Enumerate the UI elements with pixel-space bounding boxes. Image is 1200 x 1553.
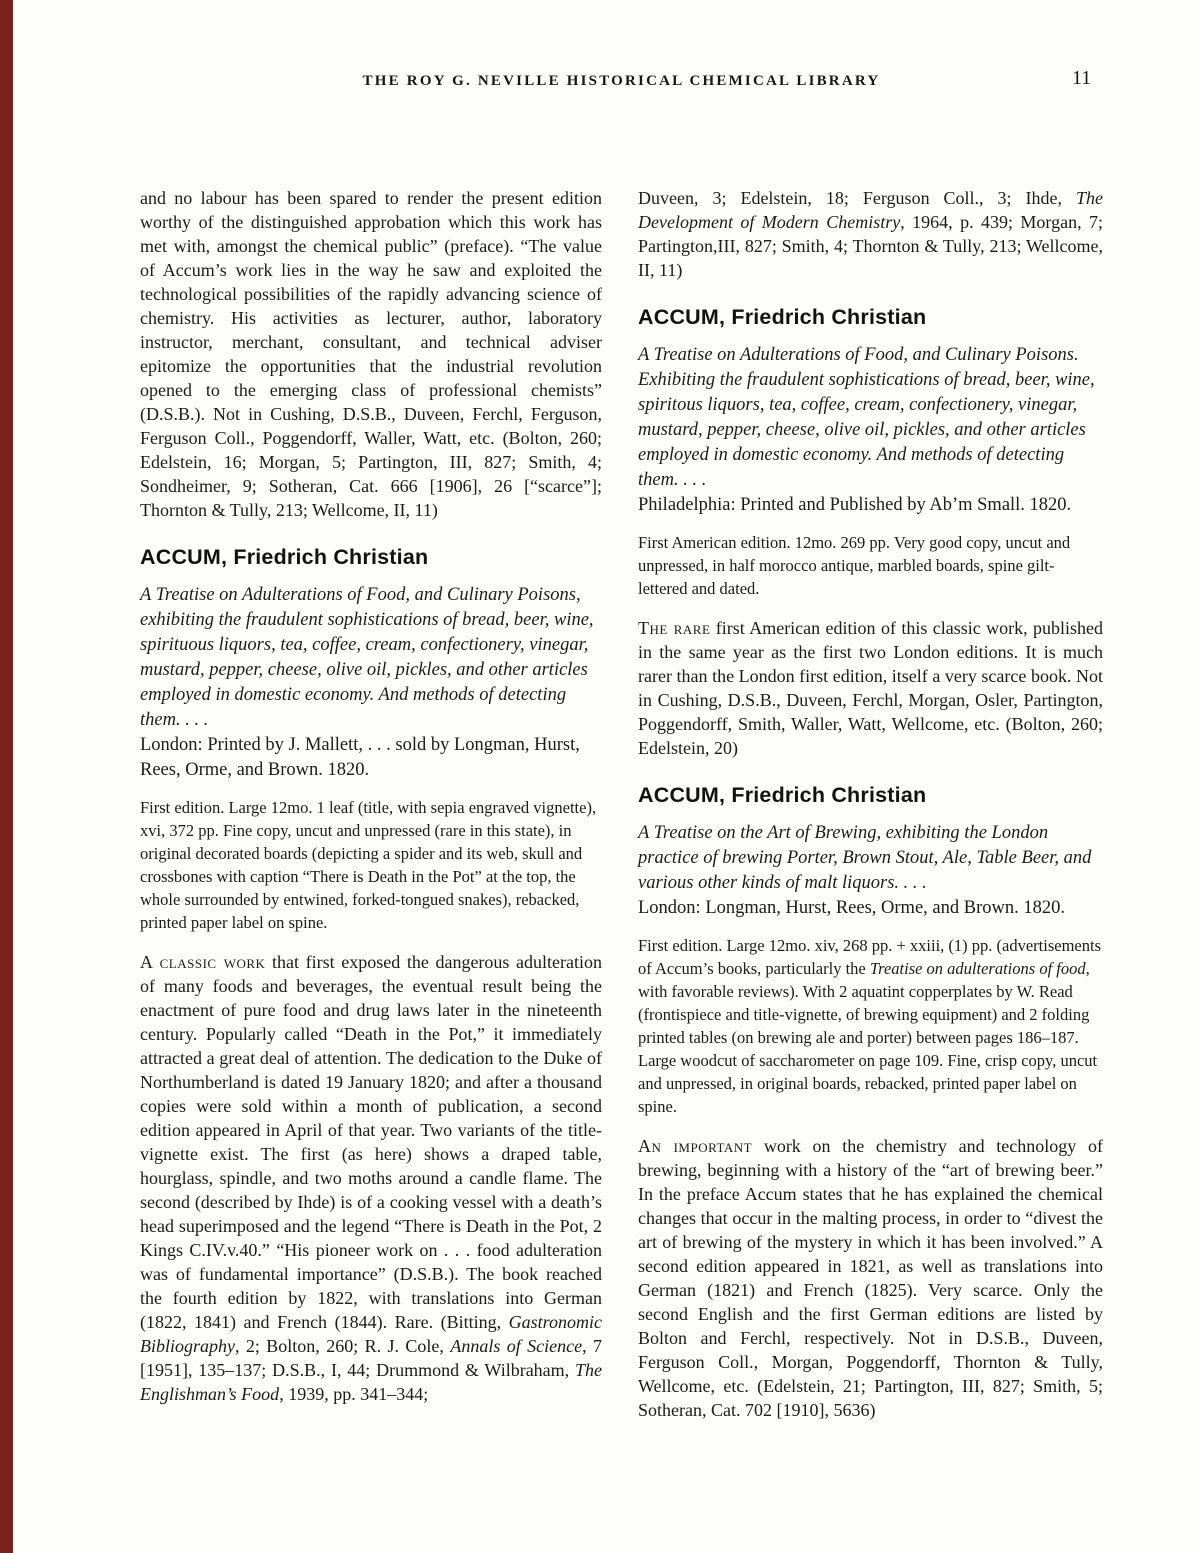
entry-commentary: An important work on the chemistry and technology of brewing, beginning with a history of the “art of brewing beer.” In the preface Accum states that he has explained the chemical changes that occur in the malting process, in order to “divest the art of brewing of the mystery in which it has been involved.” A second edition appeared in 1821, as well as translations into German (1821) and French (1825). Very scarce. Only the second English and the first German editions are listed by Bolton and Ferchl, respectively. Not in D.S.B., Duveen, Ferguson Coll., Morgan, Poggendorff, Thornton & Tully, Wellcome, etc. (Edelstein, 21; Partington, III, 827; Smith, 5; Sotheran, Cat. 702 [1910], 5636) (638, 1136, 1103, 1420)
entry-commentary: A classic work that first exposed the dangerous adulteration of many foods and beverages, the eventual result being the enactment of pure food and drug laws later in the nineteenth century. Popularly called “Death in the Pot,” it immediately attracted a great deal of attention. The dedication to the Duke of Northumberland is dated 19 January 1820; and after a thousand copies were sold within a month of publication, a second edition appeared in April of that year. Two variants of the title-vignette exist. The first (as here) shows a draped table, hourglass, spindle, and two moths around a candle flame. The second (described by Ihde) is of a cooking vessel with a death’s head superimposed and the legend “There is Death in the Pot, 2 Kings C.IV.v.40.” “His pioneer work on . . . food adulteration was of fundamental importance” (D.S.B.). The book reached the fourth edition by 1822, with translations into German (1822, 1841) and French (1844). Rare. (Bitting, Gastronomic Bibliography, 2; Bolton, 260; R. J. Cole, Annals of Science, 7 [1951], 135–137; D.S.B., I, 44; Drummond & Wilbraham, The Englishman’s Food, 1939, pp. 341–344; (140, 952, 603, 1404)
column-right (638, 186, 1103, 1422)
running-header-title: THE ROY G. NEVILLE HISTORICAL CHEMICAL LIBRARY (362, 73, 881, 89)
body-paragraph: Duveen, 3; Edelstein, 18; Ferguson Coll., 3; Ihde, The Development of Modern Chemistry, 1964, p. 439; Morgan, 7; Partington,III, 827; Smith, 4; Thornton & Tully, 213; Wellcome, II, 11) (638, 188, 1103, 280)
entry-heading: ACCUM, Friedrich Christian (638, 305, 927, 329)
running-header (140, 72, 1103, 90)
page-number: 11 (1072, 67, 1092, 89)
entry-imprint: London: Longman, Hurst, Rees, Orme, and Brown. 1820. (638, 898, 1065, 918)
book-edge-strip (0, 0, 13, 1553)
entry-title: A Treatise on Adulterations of Food, and Culinary Poisons. Exhibiting the fraudulent sophistications of bread, beer, wine, spiritous liquors, tea, coffee, cream, confectionery, vinegar, mustard, pepper, cheese, olive oil, pickles, and other articles employed in domestic economy. And methods of detecting them. . . . (638, 345, 1095, 490)
entry-collation: First edition. Large 12mo. 1 leaf (title, with sepia engraved vignette), xvi, 372 pp. Fine copy, uncut and unpressed (rare in this state), in original decorated boards (depicting a spider and its web, skull and crossbones with caption “There is Death in the Pot” at the top, the whole surrounded by entwined, forked-tongued snakes), rebacked, printed paper label on spine. (140, 798, 597, 932)
entry-imprint: London: Printed by J. Mallett, . . . sold by Longman, Hurst, Rees, Orme, and Brown. 1820. (140, 735, 580, 780)
entry-heading: ACCUM, Friedrich Christian (140, 545, 429, 569)
entry-imprint: Philadelphia: Printed and Published by Ab’m Small. 1820. (638, 495, 1072, 515)
entry-heading: ACCUM, Friedrich Christian (638, 783, 927, 807)
two-column-text (140, 186, 1103, 1422)
entry-commentary: The rare first American edition of this classic work, published in the same year as the first two London editions. It is much rarer than the London first edition, itself a very scarce book. Not in Cushing, D.S.B., Duveen, Ferchl, Morgan, Osler, Partington, Poggendorff, Smith, Waller, Watt, Wellcome, etc. (Bolton, 260; Edelstein, 20) (638, 618, 1103, 758)
entry-title: A Treatise on the Art of Brewing, exhibiting the London practice of brewing Porter, Brown Stout, Ale, Table Beer, and various other kinds of malt liquors. . . . (638, 823, 1092, 893)
column-left (140, 186, 602, 1422)
body-paragraph: and no labour has been spared to render the present edition worthy of the distinguished approbation which this work has met with, amongst the chemical public” (preface). “The value of Accum’s work lies in the way he saw and exploited the technological possibilities of the rapidly advancing science of chemistry. His activities as lecturer, author, laboratory instructor, merchant, consultant, and technical adviser epitomize the opportunities that the industrial revolution opened to the emerging class of professional chemists” (D.S.B.). Not in Cushing, D.S.B., Duveen, Ferchl, Ferguson, Ferguson Coll., Poggendorff, Waller, Watt, etc. (Bolton, 260; Edelstein, 16; Morgan, 5; Partington, III, 827; Smith, 4; Sondheimer, 9; Sotheran, Cat. 666 [1906], 26 [“scarce”]; Thornton & Tully, 213; Wellcome, II, 11) (140, 188, 602, 520)
entry-collation: First edition. Large 12mo. xiv, 268 pp. + xxiii, (1) pp. (advertisements of Accum’s books, particularly the Treatise on adulterations of food, with favorable reviews). With 2 aquatint copperplates by W. Read (frontispiece and title-vignette, of brewing equipment) and 2 folding printed tables (on brewing ale and porter) between pages 186–187. Large woodcut of saccharometer on page 109. Fine, crisp copy, uncut and unpressed, in original boards, rebacked, printed paper label on spine. (638, 936, 1101, 1116)
entry-title: A Treatise on Adulterations of Food, and Culinary Poisons, exhibiting the fraudulent sophistications of bread, beer, wine, spirituous liquors, tea, coffee, cream, confectionery, vinegar, mustard, pepper, cheese, olive oil, pickles, and other articles employed in domestic economy. And methods of detecting them. . . . (140, 585, 594, 730)
entry-collation: First American edition. 12mo. 269 pp. Very good copy, uncut and unpressed, in half morocco antique, marbled boards, spine gilt-lettered and dated. (638, 533, 1071, 598)
